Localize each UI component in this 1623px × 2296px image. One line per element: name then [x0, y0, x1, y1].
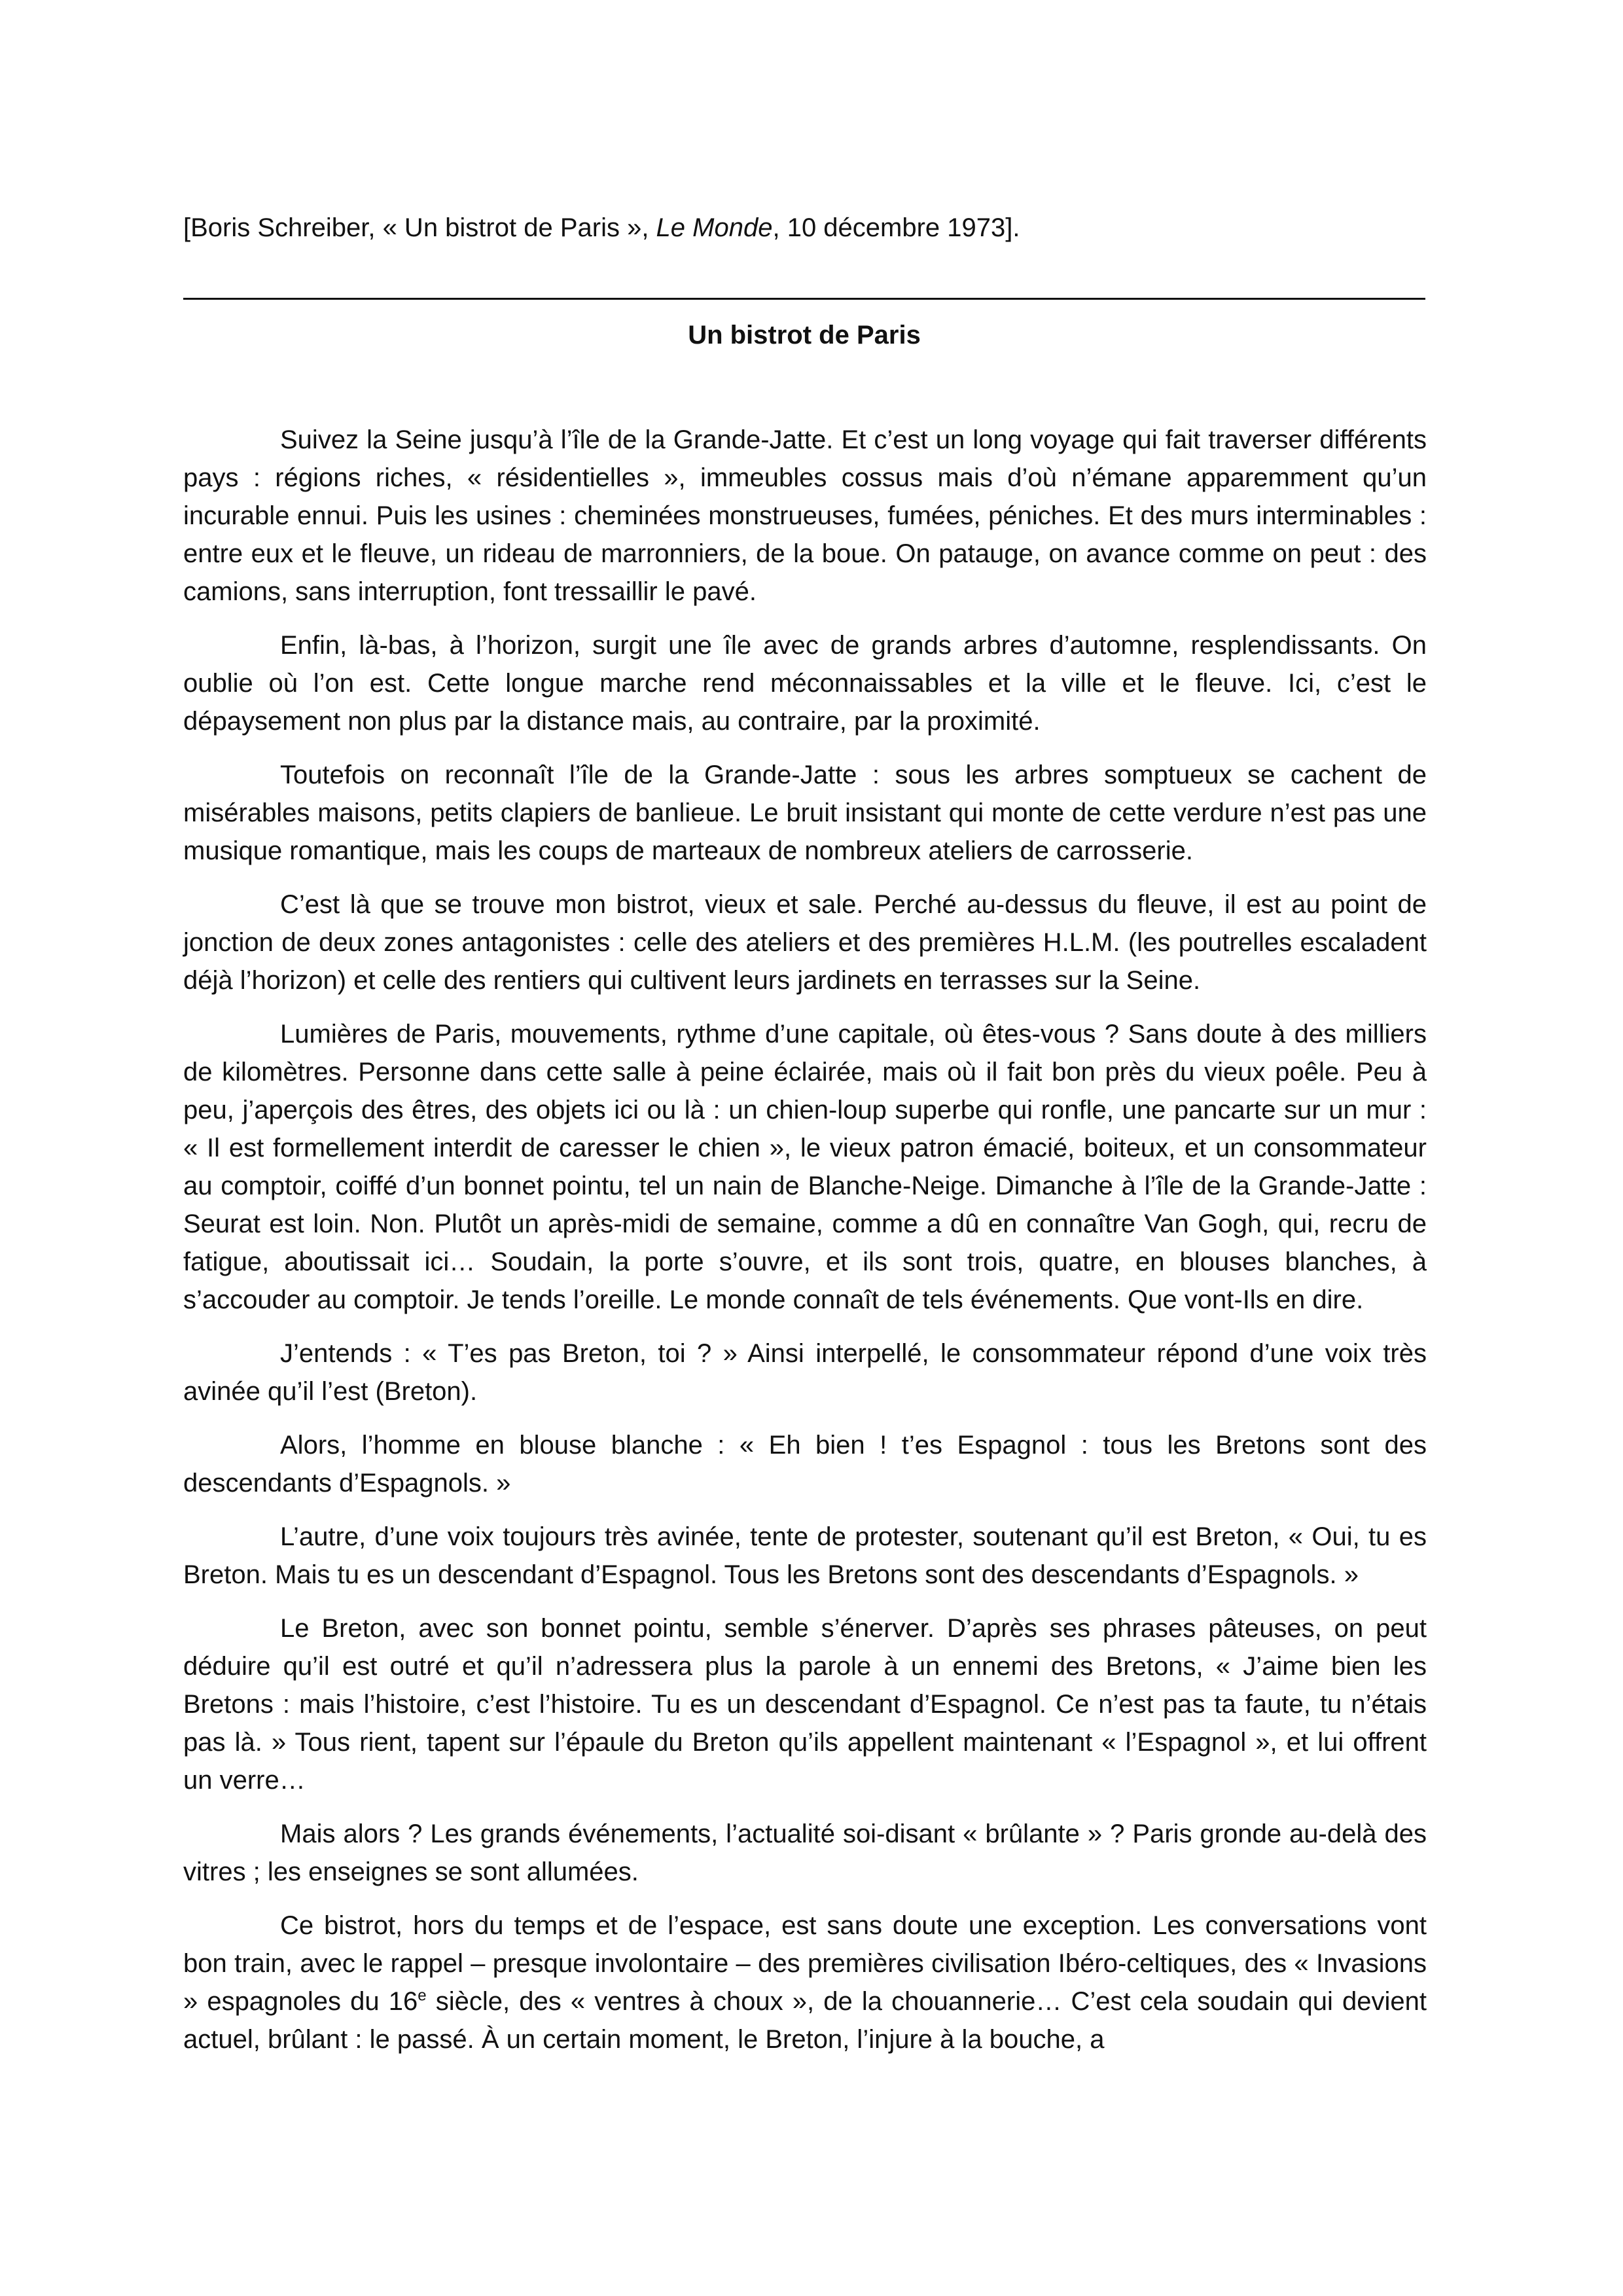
paragraph-2: Enfin, là-bas, à l’horizon, surgit une île avec de grands arbres d’automne, resplendissants. On oublie où l’on est. Cette longue marche rend méconnaissables et la ville et le fleuve. Ici, c’est le dépaysement non plus par la distance mais, au contraire, par la proximité. [183, 631, 1427, 736]
paragraph-9: Le Breton, avec son bonnet pointu, semble s’énerver. D’après ses phrases pâteuses, on peut déduire qu’il est outré et qu’il n’adressera plus la parole à un ennemi des Bretons, « J’aime bien les Bretons : mais l’histoire, c’est l’histoire. Tu es un descendant d’Espagnol. Ce n’est pas ta faute, tu n’étais pas là. » Tous rient, tapent sur l’épaule du Breton qu’ils appellent maintenant « l’Espagnol », et lui offrent un verre… [183, 1614, 1427, 1795]
source-citation [183, 208, 1427, 247]
paragraph-11-start: Ce bistrot, hors du temps et de l’espace, est sans doute une exception. Les conversations vont bon train, avec le rappel – presque involontaire – des premières civilisation Ibéro-celtiques, des « Invasions » espagnoles du 16 [183, 1911, 1427, 2016]
horizontal-rule [183, 298, 1425, 300]
article-body [183, 421, 1427, 2074]
article-title: Un bistrot de Paris [688, 321, 921, 350]
paragraph-10: Mais alors ? Les grands événements, l’actualité soi-disant « brûlante » ? Paris gronde au-delà des vitres ; les enseignes se sont allumées. [183, 1820, 1427, 1886]
paragraph-11 [183, 1907, 1427, 2058]
paragraph-4: C’est là que se trouve mon bistrot, vieux et sale. Perché au-dessus du fleuve, il est au point de jonction de deux zones antagonistes : celle des ateliers et des premières H.L.M. (les poutrelles escaladent déjà l’horizon) et celle des rentiers qui cultivent leurs jardinets en terrasses sur la Seine. [183, 890, 1427, 995]
paragraph-6: J’entends : « T’es pas Breton, toi ? » Ainsi interpellé, le consommateur répond d’une voix très avinée qu’il l’est (Breton). [183, 1339, 1427, 1406]
source-citation-end: , 10 décembre 1973]. [772, 213, 1020, 242]
superscript-e: e [418, 1986, 427, 2005]
paragraph-7: Alors, l’homme en blouse blanche : « Eh bien ! t’es Espagnol : tous les Bretons sont des descendants d’Espagnols. » [183, 1431, 1427, 1498]
source-citation-start: [Boris Schreiber, « Un bistrot de Paris », [183, 213, 656, 242]
paragraph-1: Suivez la Seine jusqu’à l’île de la Grande-Jatte. Et c’est un long voyage qui fait traverser différents pays : régions riches, « résidentielles », immeubles cossus mais d’où n’émane apparemment qu’un incurable ennui. Puis les usines : cheminées monstrueuses, fumées, péniches. Et des murs interminables : entre eux et le fleuve, un rideau de marronniers, de la boue. On patauge, on avance comme on peut : des camions, sans interruption, font tressaillir le pavé. [183, 425, 1427, 606]
paragraph-11-end: siècle, des « ventres à choux », de la chouannerie… C’est cela soudain qui devient actuel, brûlant : le passé. À un certain moment, le Breton, l’injure à la bouche, a [183, 1987, 1427, 2054]
paragraph-8: L’autre, d’une voix toujours très avinée, tente de protester, soutenant qu’il est Breton, « Oui, tu es Breton. Mais tu es un descendant d’Espagnol. Tous les Bretons sont des descendants d’Espagnols. » [183, 1522, 1427, 1589]
paragraph-3: Toutefois on reconnaît l’île de la Grande-Jatte : sous les arbres somptueux se cachent de misérables maisons, petits clapiers de banlieue. Le bruit insistant qui monte de cette verdure n’est pas une musique romantique, mais les coups de marteaux de nombreux ateliers de carrosserie. [183, 761, 1427, 865]
newspaper-name: Le Monde [656, 213, 773, 242]
paragraph-5: Lumières de Paris, mouvements, rythme d’une capitale, où êtes-vous ? Sans doute à des milliers de kilomètres. Personne dans cette salle à peine éclairée, mais où il fait bon près du vieux poêle. Peu à peu, j’aperçois des êtres, des objets ici ou là : un chien-loup superbe qui ronfle, une pancarte sur un mur : « Il est formellement interdit de caresser le chien », le vieux patron émacié, boiteux, et un consommateur au comptoir, coiffé d’un bonnet pointu, tel un nain de Blanche-Neige. Dimanche à l’île de la Grande-Jatte : Seurat est loin. Non. Plutôt un après-midi de semaine, comme a dû en connaître Van Gogh, qui, recru de fatigue, aboutissait ici… Soudain, la porte s’ouvre, et ils sont trois, quatre, en blouses blanches, à s’accouder au comptoir. Je tends l’oreille. Le monde connaît de tels événements. Que vont-Ils en dire. [183, 1020, 1427, 1314]
